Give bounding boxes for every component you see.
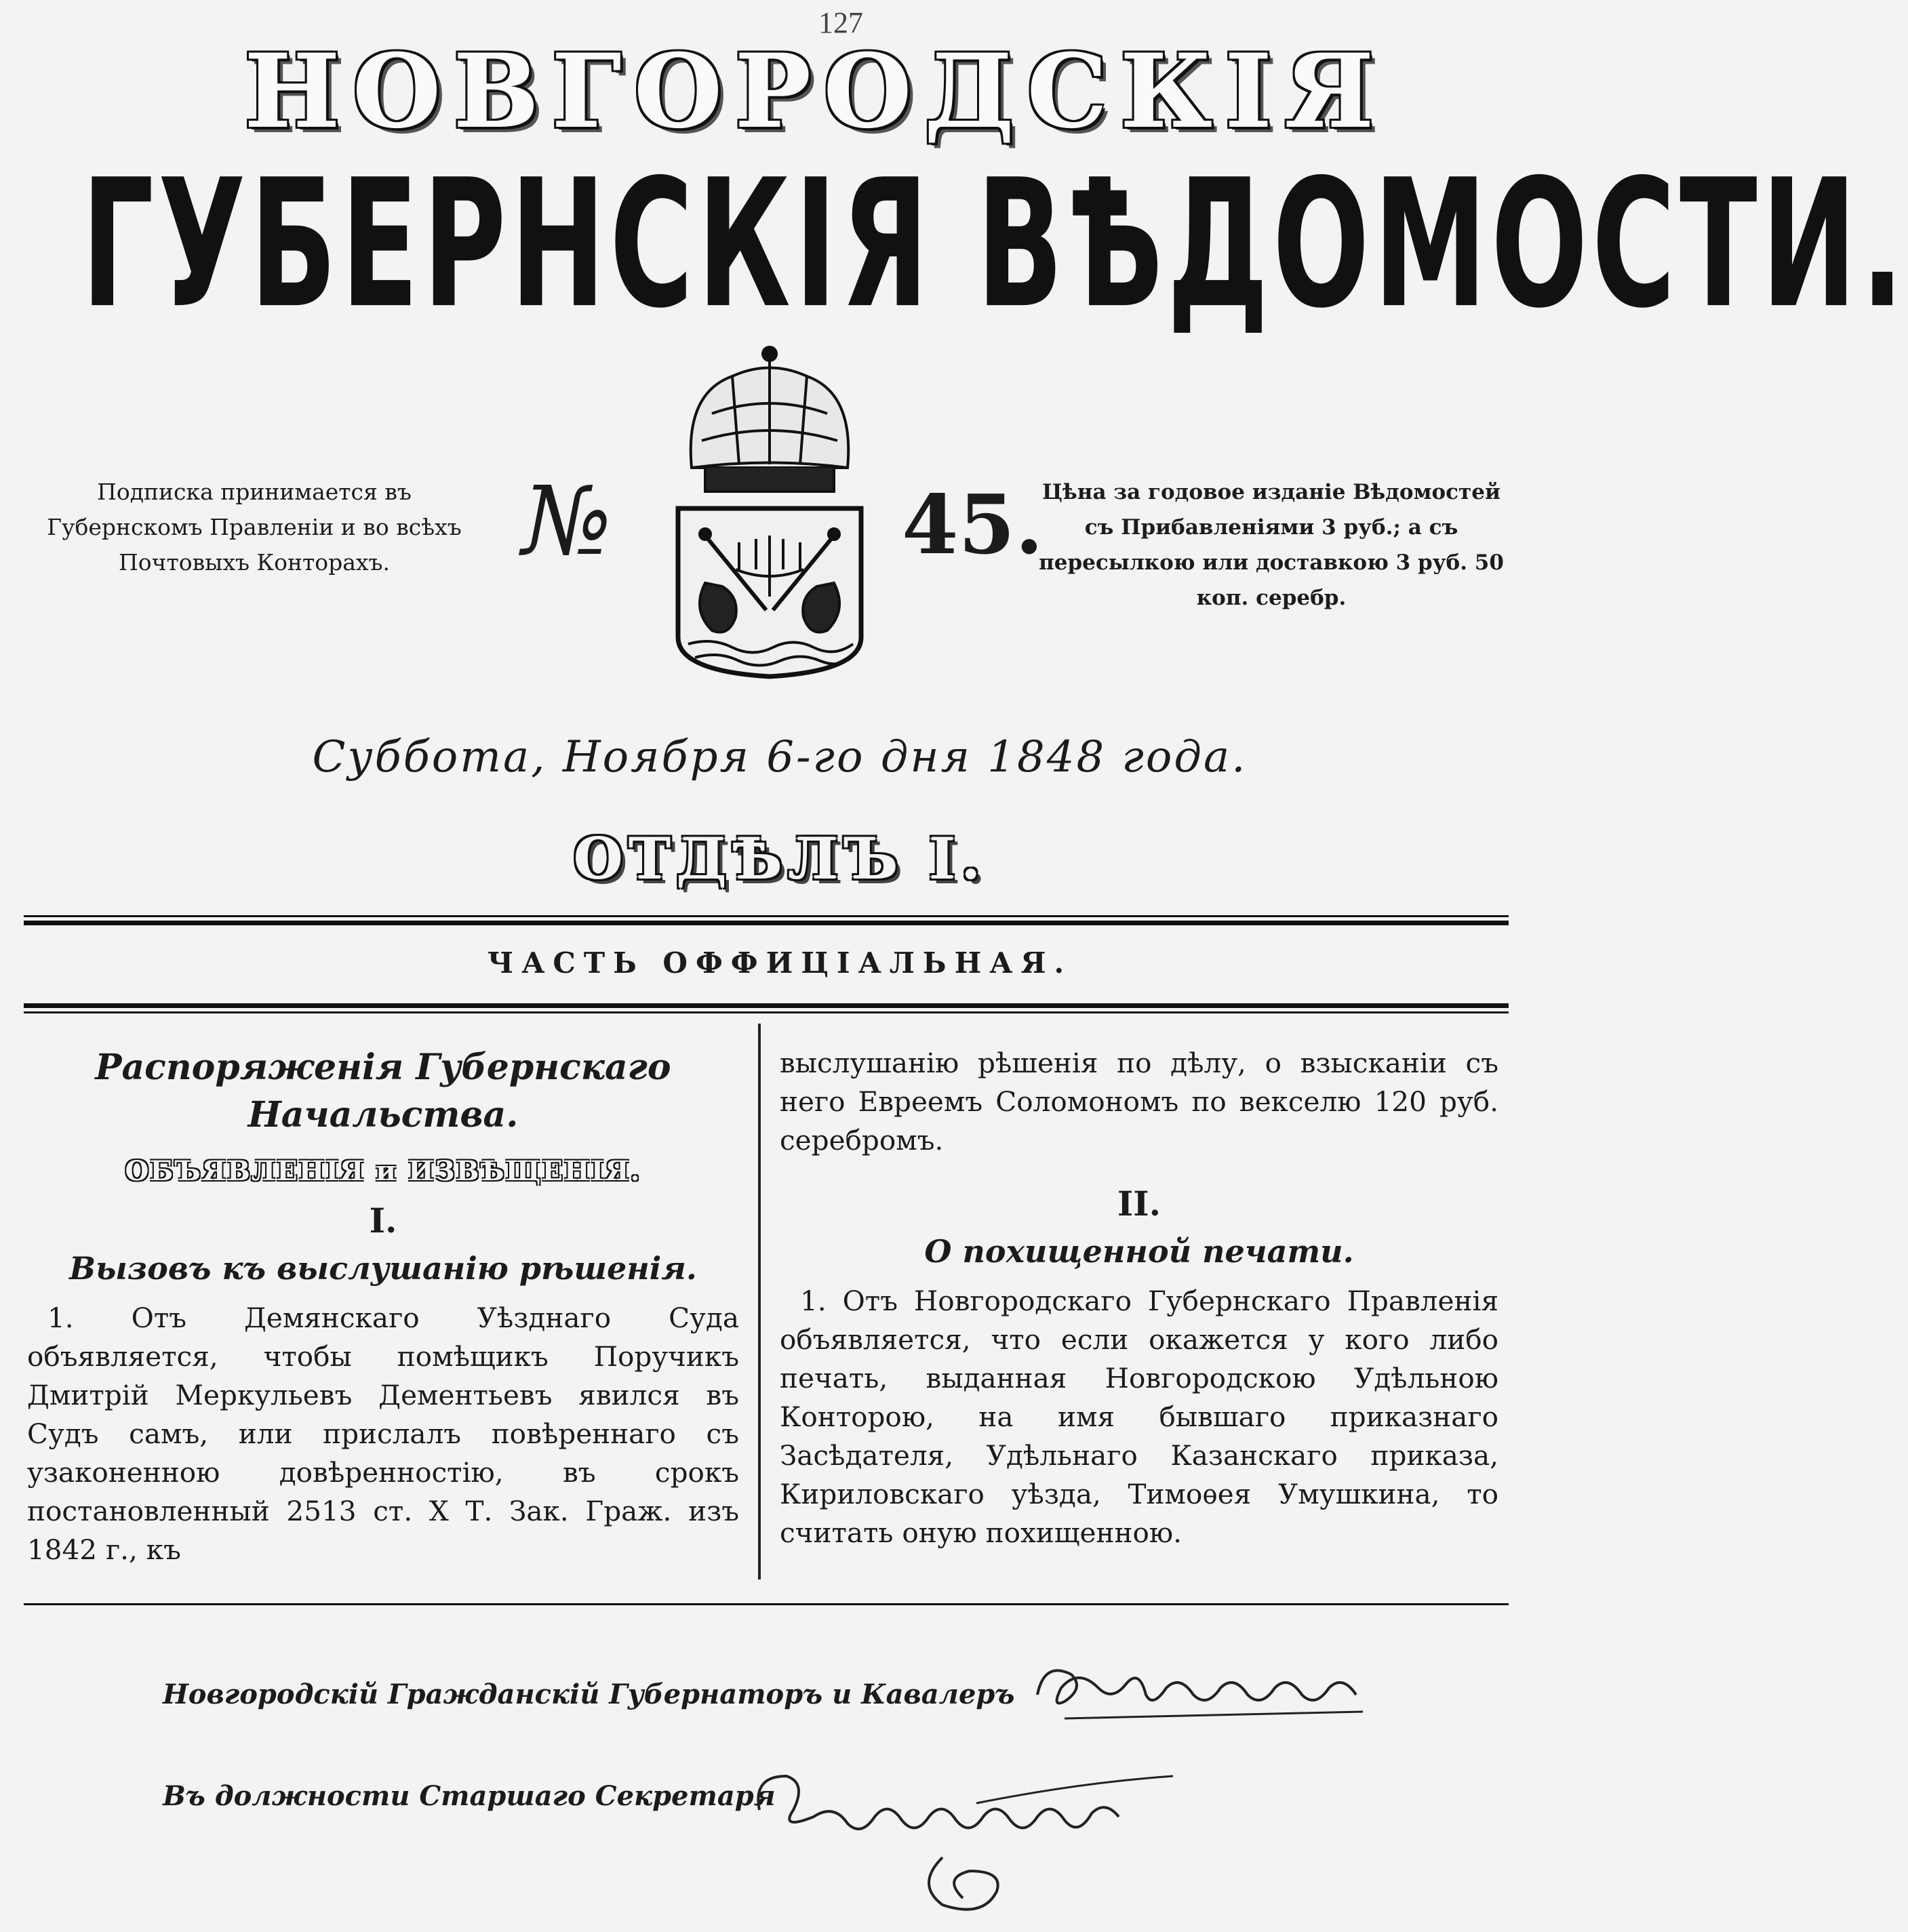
masthead-title-main: ГУБЕРНСКІЯ ВѢДОМОСТИ. <box>81 141 1908 348</box>
announcements-heading: ОБЪЯВЛЕНІЯ и ИЗВѢЩЕНІЯ. <box>125 1155 641 1187</box>
secretary-handwritten-signature <box>739 1735 1180 1918</box>
orders-heading: Распоряженія Губернскаго Начальства. <box>95 1047 671 1135</box>
issue-date: Суббота, Ноября 6-го дня 1848 года. <box>312 732 1248 782</box>
item-body: 1. Отъ Демянскаго Уѣзднаго Суда объявляется, чтобы помѣщикъ Поручикъ Дмитрій Меркульевъ Дементьевъ явился въ Судъ самъ, или прислалъ повѣреннаго съ узаконенною довѣренностію, въ срокъ постановленный 2513 ст. X Т. Зак. Граж. изъ 1842 г., къ <box>27 1302 739 1566</box>
issue-number: 45. <box>902 477 1044 573</box>
divider-rule <box>24 1011 1509 1013</box>
divider-rule <box>24 1603 1509 1605</box>
divider-rule <box>24 1003 1509 1008</box>
issue-number-label: № <box>522 466 612 577</box>
governor-signature-line: Новгородскій Гражданскій Губернаторъ и Кавалеръ <box>163 1678 1015 1710</box>
section-title: ОТДѢЛЪ І. <box>573 825 987 892</box>
item-title: О похищенной печати. <box>924 1233 1354 1270</box>
part-title: ЧАСТЬ ОФФИЦІАЛЬНАЯ. <box>487 946 1073 980</box>
section-numeral: II. <box>1117 1184 1161 1224</box>
divider-rule <box>24 921 1509 925</box>
subscription-note: Подписка принимается въ Губернскомъ Правленіи и во всѣхъ Почтовыхъ Конторахъ. <box>47 479 462 576</box>
archive-page-number: 127 <box>818 6 863 39</box>
coat-of-arms-icon <box>664 339 875 678</box>
price-note: Цѣна за годовое изданіе Вѣдомостей съ Прибавленіями 3 руб.; а съ пересылкою или доставкою 3 руб. 50 коп. серебр. <box>1039 480 1504 610</box>
right-column <box>780 1044 1498 1552</box>
left-column <box>27 1044 739 1569</box>
governor-handwritten-signature <box>1024 1647 1376 1729</box>
divider-rule <box>24 915 1509 917</box>
section-numeral: I. <box>369 1201 397 1241</box>
item-body: 1. Отъ Новгородскаго Губернскаго Правленія объявляется, что если окажется у кого либо печать, выданная Новгородскою Удѣльною Конторою, на имя бывшаго приказнаго Засѣдателя, Удѣльнаго Казанскаго приказа, Кириловскаго уѣзда, Тимоѳея Умушкина, то считать оную похищенною. <box>780 1285 1498 1549</box>
item-title: Вызовъ къ выслушанію рѣшенія. <box>69 1250 697 1287</box>
masthead-title-top: НОВГОРОДСКІЯ <box>244 32 1387 151</box>
continued-text: выслушанію рѣшенія по дѣлу, о взысканіи съ него Евреемъ Соломономъ по векселю 120 руб. серебромъ. <box>780 1047 1498 1156</box>
secretary-signature-line: Въ должности Старшаго Секретаря <box>163 1780 776 1812</box>
column-divider <box>758 1024 761 1579</box>
